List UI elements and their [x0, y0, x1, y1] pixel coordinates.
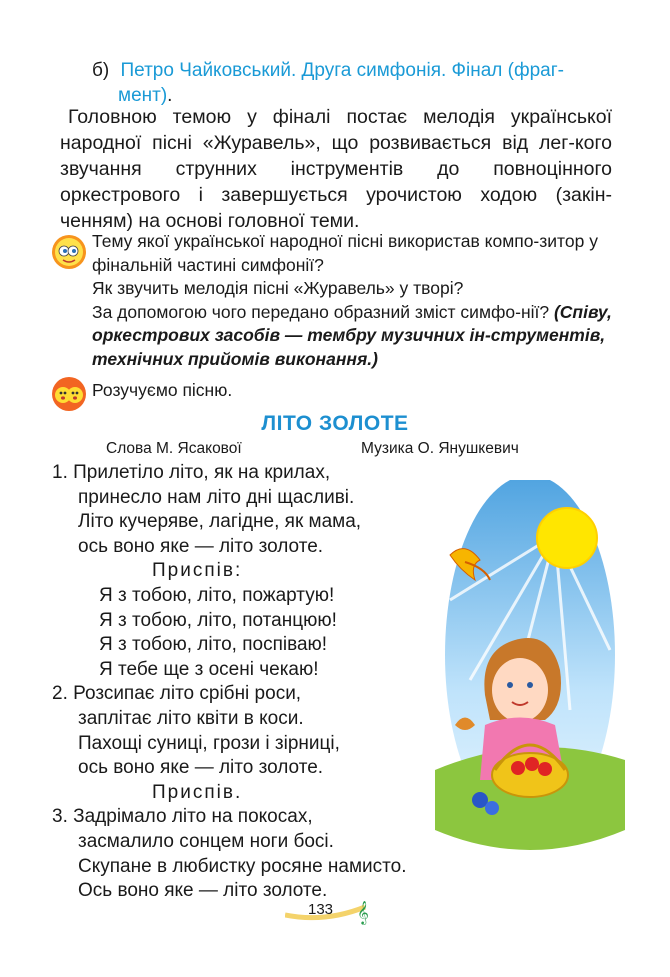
question-3: За допомогою чого передано образний зміст симфо-нії? (Співу, оркестрових засобів — тембру музичних ін-струментів, технічних прийомів виконання.) [92, 301, 612, 369]
questions-block [92, 230, 612, 371]
answer-hint: (Співу, оркестрових засобів — тембру музичних ін-струментів, технічних прийомів виконання.) [92, 301, 612, 369]
lyric-line: засмалило сонцем ноги босі. [78, 830, 334, 852]
work-reference [92, 58, 612, 108]
singing-faces-icon [51, 376, 87, 412]
description-paragraph [60, 104, 612, 234]
paragraph-text: Головною темою у фіналі постає мелодія української народної пісні «Журавель», що розвивається від лег-кого звучання струнних інструментів до повноцінного оркестрового і завершується урочистою ходою (закін-ченням) на основі головної теми. [60, 106, 612, 232]
lyric-line: Я з тобою, літо, пожартую! [99, 584, 335, 606]
lyric-line: Скупане в любистку росяне намисто. [78, 855, 407, 877]
lyric-line: ось воно яке — літо золоте. [78, 757, 324, 779]
song-title: ЛІТО ЗОЛОТЕ [261, 412, 409, 435]
lyric-line: Приспів. [152, 781, 243, 803]
item-label: б) [92, 60, 110, 81]
song-lyrics [52, 461, 406, 904]
lyric-line: ось воно яке — літо золоте. [78, 535, 324, 557]
lyric-line: Приспів: [152, 560, 243, 582]
lyricist: Слова М. Ясакової [106, 440, 242, 457]
lyric-line: 1. Прилетіло літо, як на крилах, [52, 462, 331, 483]
lyric-line: 2. Розсипає літо срібні роси, [52, 683, 302, 705]
lyric-line: Я з тобою, літо, потанцюю! [99, 609, 337, 631]
summer-girl-illustration [430, 480, 630, 860]
question-2: Як звучить мелодія пісні «Журавель» у творі? [92, 278, 464, 298]
smiley-question-icon [51, 234, 87, 270]
lyric-line: Я тебе ще з осені чекаю! [99, 658, 319, 680]
composer: Музика О. Янушкевич [361, 440, 519, 457]
lyric-line: Літо кучеряве, лагідне, як мама, [78, 511, 362, 533]
page-number: 133 [308, 901, 334, 918]
lyric-line: 3. Задрімало літо на покосах, [52, 806, 313, 828]
learn-song-text: Розучуємо пісню. [92, 380, 233, 400]
svg-text:𝄞: 𝄞 [357, 900, 369, 924]
work-title-cont: мент). [118, 85, 173, 106]
lyric-line: заплітає літо квіти в коси. [78, 707, 304, 729]
work-title: Петро Чайковський. Друга симфонія. Фінал (фраг- [120, 60, 564, 81]
lyric-line: принесло нам літо дні щасливі. [78, 486, 355, 508]
lyric-line: Пахощі суниці, грози і зірниці, [78, 732, 340, 754]
lyric-line: Я з тобою, літо, поспіваю! [99, 634, 328, 656]
lyric-line: Ось воно яке — літо золоте. [78, 880, 328, 902]
question-1: Тему якої української народної пісні використав компо-зитор у фінальній частині симфонії? [92, 231, 598, 275]
